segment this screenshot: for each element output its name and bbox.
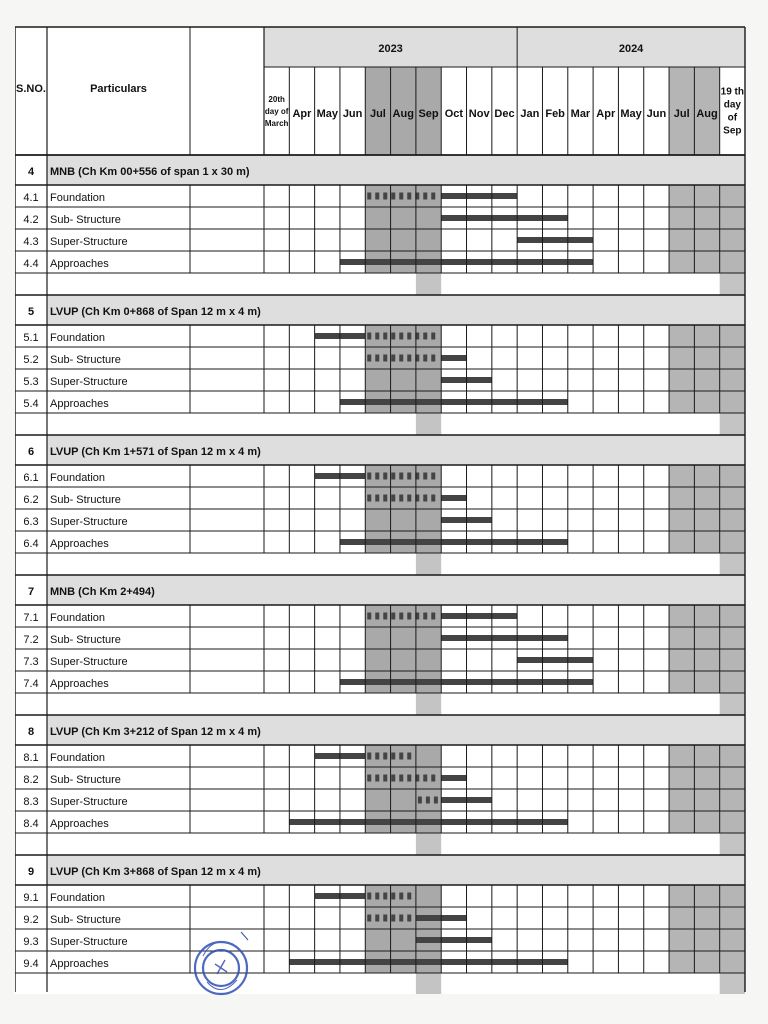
row-number: 6.3 — [23, 516, 39, 528]
particulars-header: Particulars — [90, 83, 147, 95]
row-number: 4.3 — [23, 236, 39, 248]
row-particular: Approaches — [50, 958, 109, 970]
row-particular: Super-Structure — [50, 236, 128, 248]
row-particular: Foundation — [50, 472, 106, 484]
row-particular: Super-Structure — [50, 936, 128, 948]
month-header-line: 19 th — [720, 86, 745, 98]
row-particular: Sub- Structure — [50, 494, 121, 506]
row-number: 4.2 — [23, 214, 39, 226]
row-particular: Sub- Structure — [50, 914, 121, 926]
shaded-gap-cell — [720, 693, 745, 715]
month-header: Apr — [292, 108, 312, 120]
row-particular: Sub- Structure — [50, 774, 121, 786]
month-header-line: March — [264, 119, 289, 128]
section-title: LVUP (Ch Km 1+571 of Span 12 m x 4 m) — [50, 446, 261, 458]
month-header: May — [620, 108, 642, 120]
row-number: 7.3 — [23, 656, 39, 668]
row-number: 8.3 — [23, 796, 39, 808]
month-header-line: day — [723, 99, 741, 111]
month-header: Jul — [369, 108, 386, 120]
gantt-bar-planned — [289, 819, 567, 825]
row-number: 5.4 — [23, 398, 39, 410]
row-particular: Approaches — [50, 398, 109, 410]
row-particular: Super-Structure — [50, 516, 128, 528]
schedule-table — [15, 26, 746, 994]
sno-header: S.NO. — [16, 83, 46, 95]
shaded-gap-cell — [416, 693, 441, 715]
row-number: 9.3 — [23, 936, 39, 948]
section-title: MNB (Ch Km 00+556 of span 1 x 30 m) — [50, 166, 250, 178]
section-title: LVUP (Ch Km 0+868 of Span 12 m x 4 m) — [50, 306, 261, 318]
shaded-gap-cell — [720, 833, 745, 855]
gantt-bar-planned — [517, 657, 593, 663]
row-number: 7.2 — [23, 634, 39, 646]
section-title: LVUP (Ch Km 3+868 of Span 12 m x 4 m) — [50, 866, 261, 878]
row-number: 7.1 — [23, 612, 39, 624]
row-particular: Sub- Structure — [50, 214, 121, 226]
month-header: Aug — [392, 108, 414, 120]
month-header-line: Sep — [723, 125, 742, 137]
month-header: May — [316, 108, 338, 120]
gantt-bar-planned — [416, 937, 492, 943]
row-particular: Sub- Structure — [50, 634, 121, 646]
row-number: 9.2 — [23, 914, 39, 926]
month-header: Apr — [596, 108, 616, 120]
shaded-gap-cell — [720, 273, 745, 295]
row-particular: Approaches — [50, 678, 109, 690]
gantt-bar-planned — [441, 613, 517, 619]
row-number: 9.1 — [23, 892, 39, 904]
section-number: 9 — [27, 866, 35, 878]
gantt-bar-planned — [340, 399, 568, 405]
row-number: 6.1 — [23, 472, 39, 484]
month-header: Oct — [444, 108, 464, 120]
month-header: Feb — [545, 108, 565, 120]
gantt-bar-planned — [289, 959, 567, 965]
row-particular: Foundation — [50, 752, 106, 764]
row-number: 5.1 — [23, 332, 39, 344]
gantt-bar-planned — [441, 355, 466, 361]
row-particular: Sub- Structure — [50, 354, 121, 366]
month-header-line: of — [727, 112, 738, 124]
row-number: 7.4 — [23, 678, 39, 690]
month-header: Aug — [696, 108, 718, 120]
row-particular: Foundation — [50, 892, 106, 904]
gantt-bar-planned — [441, 193, 517, 199]
row-particular: Approaches — [50, 818, 109, 830]
shaded-gap-cell — [416, 413, 441, 435]
section-number: 7 — [27, 586, 35, 598]
month-header: Jul — [673, 108, 690, 120]
shaded-gap-cell — [720, 413, 745, 435]
month-header: Jun — [646, 108, 667, 120]
row-number: 8.4 — [23, 818, 39, 830]
year-2024-label: 2024 — [618, 43, 644, 55]
shaded-gap-cell — [720, 553, 745, 575]
section-number: 8 — [27, 726, 35, 738]
shaded-gap-cell — [416, 973, 441, 994]
row-number: 4.4 — [23, 258, 39, 270]
row-particular: Super-Structure — [50, 796, 128, 808]
gantt-bar-planned — [441, 495, 466, 501]
row-number: 9.4 — [23, 958, 39, 970]
row-particular: Super-Structure — [50, 376, 128, 388]
month-header: Dec — [494, 108, 515, 120]
seal-stamp-icon — [193, 916, 251, 1020]
month-header: Mar — [570, 108, 591, 120]
section-number: 6 — [27, 446, 35, 458]
gantt-bar-planned — [517, 237, 593, 243]
year-header-bg — [264, 27, 745, 67]
gantt-bar-planned — [340, 539, 568, 545]
shaded-gap-cell — [416, 553, 441, 575]
gantt-bar-planned — [441, 215, 568, 221]
month-header-line: day of — [264, 107, 289, 116]
section-title: LVUP (Ch Km 3+212 of Span 12 m x 4 m) — [50, 726, 261, 738]
shaded-gap-cell — [416, 833, 441, 855]
row-particular: Super-Structure — [50, 656, 128, 668]
section-number: 5 — [27, 306, 35, 318]
year-2023-label: 2023 — [378, 43, 403, 55]
month-header: Nov — [468, 108, 490, 120]
row-number: 8.1 — [23, 752, 39, 764]
section-title: MNB (Ch Km 2+494) — [50, 586, 155, 598]
section-number: 4 — [27, 166, 35, 178]
row-particular: Foundation — [50, 332, 106, 344]
row-number: 6.2 — [23, 494, 39, 506]
row-number: 5.2 — [23, 354, 39, 366]
row-particular: Approaches — [50, 538, 109, 550]
shaded-gap-cell — [720, 973, 745, 994]
row-particular: Foundation — [50, 612, 106, 624]
row-particular: Foundation — [50, 192, 106, 204]
row-number: 5.3 — [23, 376, 39, 388]
gantt-bar-planned — [441, 635, 568, 641]
row-number: 6.4 — [23, 538, 39, 550]
row-number: 8.2 — [23, 774, 39, 786]
month-header: Sep — [418, 108, 439, 120]
row-number: 4.1 — [23, 192, 39, 204]
gantt-bar-planned — [441, 775, 466, 781]
month-header-line: 20th — [268, 95, 285, 104]
month-header: Jan — [520, 108, 540, 120]
schedule-sheet — [15, 26, 746, 994]
row-particular: Approaches — [50, 258, 109, 270]
shaded-gap-cell — [416, 273, 441, 295]
month-header: Jun — [342, 108, 363, 120]
